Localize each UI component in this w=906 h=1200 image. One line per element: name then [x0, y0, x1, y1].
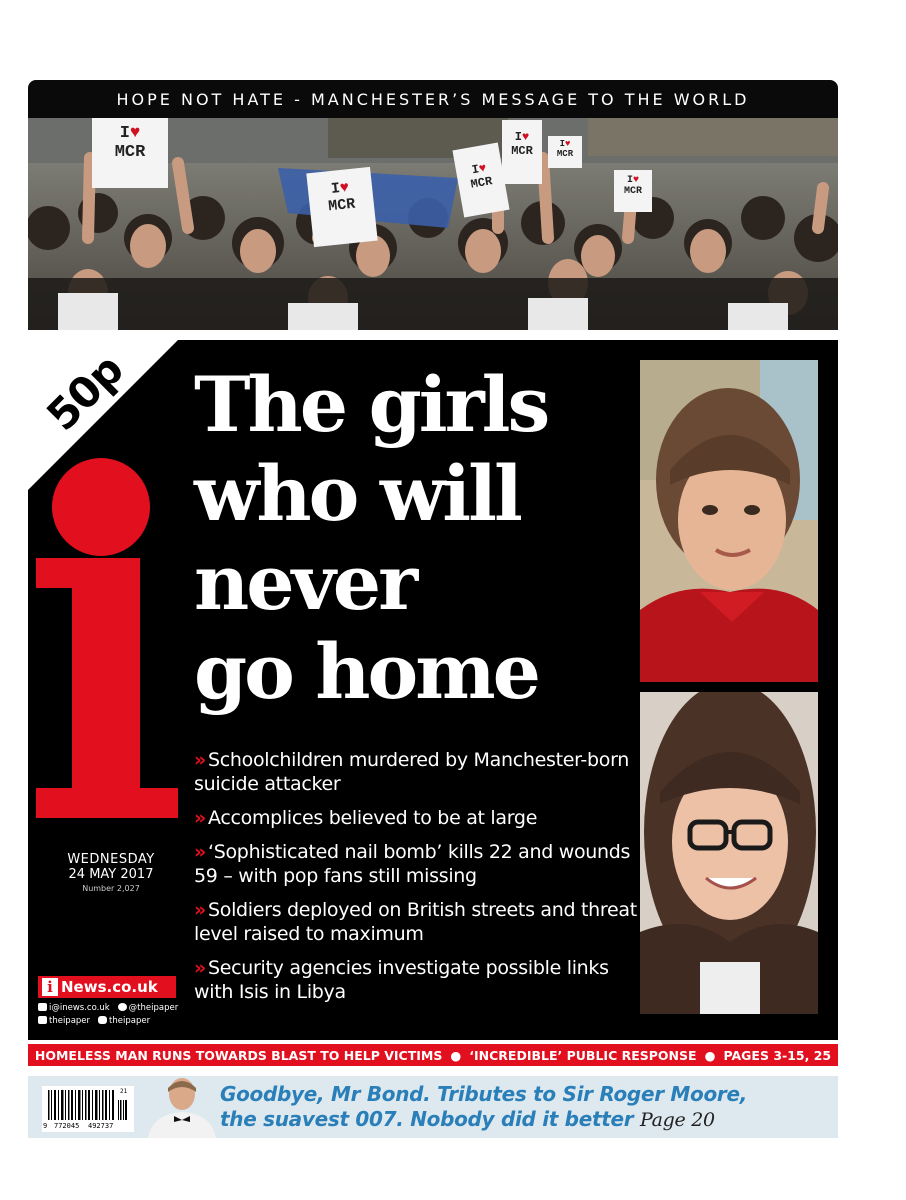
inews-badge[interactable] [38, 976, 176, 998]
promo-strip [28, 1044, 838, 1066]
logo-stem-icon [36, 558, 178, 818]
instagram-link[interactable] [98, 1015, 150, 1028]
barcode-issue: 21 [120, 1088, 128, 1095]
sign-text-i: I [626, 175, 633, 186]
inews-site: News.co.uk [61, 978, 158, 996]
bullet-arrow-icon: » [194, 899, 206, 921]
sign-text-mcr: MCR [511, 144, 533, 158]
inews-logo-icon: i [42, 978, 58, 996]
strip-item-3: PAGES 3-15, 25 [723, 1047, 832, 1063]
bullet-arrow-icon: » [194, 957, 206, 979]
girl-portrait-2 [640, 692, 818, 1014]
top-banner [28, 80, 838, 118]
sign-text-mcr: MCR [327, 195, 357, 216]
sign-text-i: I [470, 162, 481, 178]
headline-line-2: who will [194, 449, 520, 538]
bullet-list [194, 748, 644, 1014]
bullet-text: ‘Sophisticated nail bomb’ kills 22 and wounds 59 – with pop fans still missing [194, 841, 631, 887]
email-icon [38, 1003, 47, 1011]
sign-text-mcr: MCR [623, 186, 642, 197]
date-block [46, 852, 176, 893]
date-day: WEDNESDAY [67, 852, 155, 867]
twitter-link[interactable] [118, 1002, 179, 1015]
bullet-text: Schoolchildren murdered by Manchester-born suicide attacker [194, 749, 629, 795]
bullet-arrow-icon: » [194, 841, 206, 863]
teaser-line-2: the suavest 007. Nobody did it better [220, 1107, 634, 1131]
victim-photo-2 [640, 692, 818, 1014]
bullet-text: Soldiers deployed on British streets and threat level raised to maximum [194, 899, 637, 945]
sign-6: I♥ MCR [614, 170, 652, 212]
banner-title: HOPE NOT HATE - MANCHESTER’S MESSAGE TO THE WORLD [116, 89, 750, 109]
bond-teaser[interactable] [28, 1076, 838, 1138]
sign-text-i: I [119, 124, 130, 143]
roger-moore-photo [140, 1076, 230, 1138]
bullet-item [194, 840, 644, 888]
bullet-item [194, 806, 644, 830]
sign-3: I♥ MCR [452, 143, 509, 218]
sign-5: I♥ MCR [548, 136, 582, 168]
barcode-code-1: 772045 [54, 1122, 80, 1130]
barcode-code-2: 492737 [88, 1122, 114, 1130]
strip-item-1: HOMELESS MAN RUNS TOWARDS BLAST TO HELP VICTIMS [34, 1047, 443, 1063]
issue-number: Number 2,027 [82, 884, 140, 893]
sign-text-i: I [514, 130, 522, 144]
bullet-text: Accomplices believed to be at large [207, 807, 538, 829]
bullet-item [194, 956, 644, 1004]
teaser-line-1: Goodbye, Mr Bond. Tributes to Sir Roger Moore, [220, 1082, 748, 1106]
twitter-text: @theipaper [128, 1003, 179, 1013]
social-links [38, 1002, 188, 1028]
victim-photo-1 [640, 360, 818, 682]
sign-text-i: I [559, 139, 565, 149]
email-text: i@inews.co.uk [49, 1003, 110, 1013]
sign-text-mcr: MCR [469, 174, 494, 192]
sign-2: I♥ MCR [306, 167, 377, 247]
logo-dot [52, 458, 150, 556]
instagram-text: theipaper [109, 1016, 151, 1026]
bullet-item [194, 898, 644, 946]
strip-separator: ● [450, 1047, 462, 1063]
bullet-item [194, 748, 644, 796]
price-label: 50p [37, 344, 133, 441]
strip-item-2: ‘INCREDIBLE’ PUBLIC RESPONSE [469, 1047, 697, 1063]
sign-text-mcr: MCR [556, 149, 574, 159]
facebook-link[interactable] [38, 1015, 90, 1028]
twitter-icon [118, 1003, 127, 1011]
barcode-left-digit: 9 [43, 1122, 48, 1130]
sign-text-i: I [330, 180, 341, 198]
main-story-block [28, 340, 838, 1040]
bullet-arrow-icon: » [194, 807, 206, 829]
facebook-icon [38, 1016, 47, 1024]
teaser-text [220, 1082, 830, 1133]
girl-portrait-1 [640, 360, 818, 682]
headline-line-4: go home [194, 627, 539, 716]
sign-text-mcr: MCR [114, 143, 146, 162]
strip-separator: ● [704, 1047, 716, 1063]
man-portrait [140, 1076, 230, 1138]
instagram-icon [98, 1016, 107, 1024]
bullet-text: Security agencies investigate possible links with Isis in Libya [194, 957, 609, 1003]
barcode [42, 1086, 134, 1132]
crowd-photo [28, 118, 838, 330]
bullet-arrow-icon: » [194, 749, 206, 771]
sign-1: I♥ MCR [92, 118, 168, 188]
date-full: 24 MAY 2017 [68, 867, 154, 882]
facebook-text: theipaper [49, 1016, 91, 1026]
headline-line-3: never [194, 538, 416, 627]
headline [194, 360, 644, 716]
headline-line-1: The girls [194, 360, 548, 449]
teaser-page-ref: Page 20 [640, 1109, 715, 1131]
sign-4: I♥ MCR [502, 120, 542, 184]
email-link[interactable] [38, 1002, 110, 1015]
